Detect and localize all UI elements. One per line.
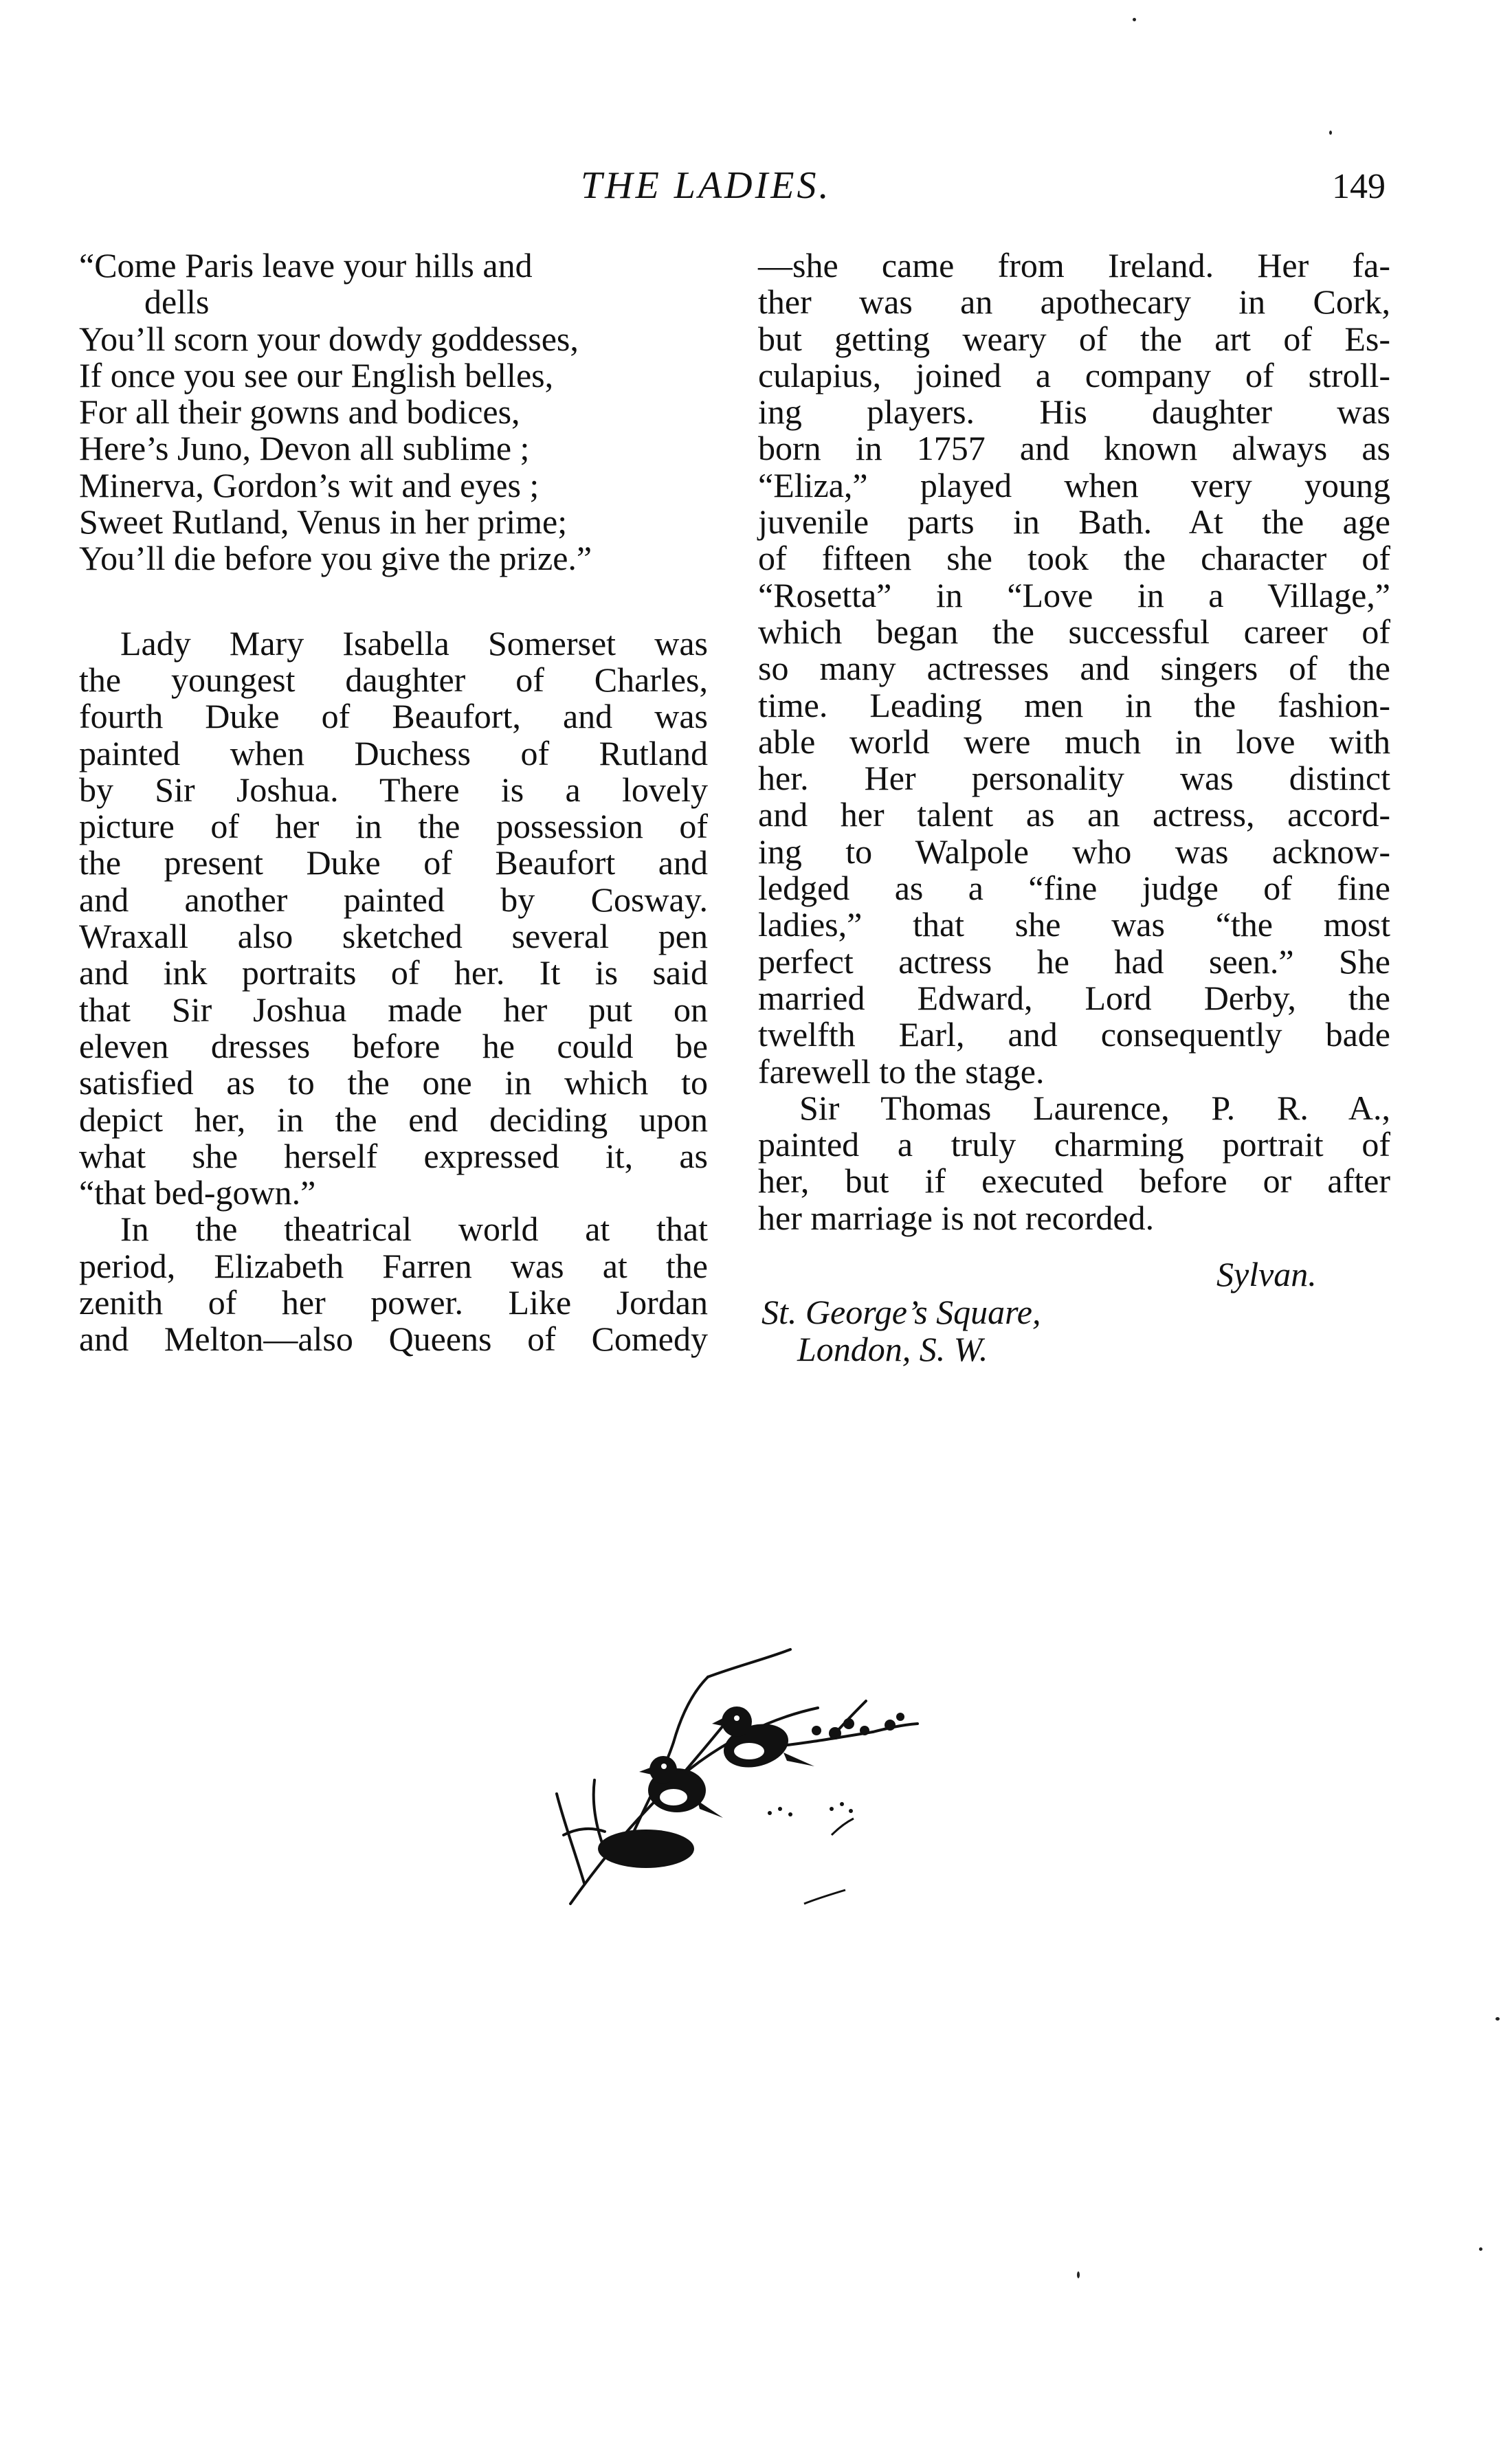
text-line: ing players. His daughter was	[758, 392, 1390, 432]
text-line: married Edward, Lord Derby, the	[758, 978, 1390, 1017]
text-line: Lady Mary Isabella Somerset was	[120, 623, 708, 663]
text-line: her marriage is not recorded.	[758, 1198, 1155, 1237]
text-line: that Sir Joshua made her put on	[79, 990, 708, 1029]
poem-line: Sweet Rutland, Venus in her prime;	[79, 502, 568, 542]
poem-line: “Come Paris leave your hills and	[79, 246, 533, 285]
text-line: and ink portraits of her. It is said	[79, 953, 708, 992]
text-line: picture of her in the possession of	[79, 807, 708, 846]
text-line: so many actresses and singers of the	[758, 649, 1390, 688]
running-header	[0, 164, 1512, 212]
paragraph-elizabeth-farren	[758, 247, 1390, 1090]
text-line: “that bed-gown.”	[79, 1173, 316, 1212]
text-line: juvenile parts in Bath. At the age	[758, 502, 1390, 542]
signature: Sylvan.	[1216, 1255, 1317, 1293]
text-line: ing to Walpole who was acknow-	[758, 832, 1390, 871]
paragraph-thomas-laurence	[758, 1090, 1390, 1236]
poem-line: If once you see our English belles,	[79, 355, 554, 394]
print-speck	[1479, 2247, 1482, 2251]
text-line: which began the successful career of	[758, 612, 1390, 651]
print-speck	[1077, 2271, 1080, 2278]
text-line: zenith of her power. Like Jordan	[79, 1283, 708, 1322]
text-line: —she came from Ireland. Her fa-	[758, 246, 1390, 285]
left-column	[79, 247, 708, 1358]
text-line: able world were much in love with	[758, 722, 1390, 761]
address-line-1: St. George’s Square,	[761, 1293, 1041, 1331]
poem-line: Here’s Juno, Devon all sublime ;	[79, 429, 530, 468]
poem-line: dells	[144, 282, 210, 322]
print-speck	[1133, 18, 1136, 21]
text-line: and another painted by Cosway.	[79, 880, 708, 919]
text-line: painted when Duchess of Rutland	[79, 733, 708, 772]
right-column	[758, 247, 1390, 1236]
text-line: “Eliza,” played when very young	[758, 465, 1390, 504]
print-speck	[1496, 2017, 1500, 2021]
text-line: what she herself expressed it, as	[79, 1136, 708, 1175]
text-line: satisfied as to the one in which to	[79, 1063, 708, 1102]
text-line: ther was an apothecary in Cork,	[758, 282, 1390, 322]
text-line: and Melton—also Queens of Comedy	[79, 1320, 708, 1359]
text-line: perfect actress he had seen.” She	[758, 942, 1390, 981]
poem-line: You’ll die before you give the prize.”	[79, 539, 592, 578]
text-line: the present Duke of Beaufort and	[79, 843, 708, 882]
page-number: 149	[1332, 167, 1386, 206]
paragraph-theatrical-world	[79, 1211, 708, 1357]
text-line: the youngest daughter of Charles,	[79, 660, 708, 699]
running-title: THE LADIES.	[581, 164, 832, 207]
text-line: In the theatrical world at that	[120, 1210, 708, 1249]
text-line: ladies,” that she was “the most	[758, 905, 1390, 944]
address-line-2: London, S. W.	[797, 1330, 988, 1368]
text-line: her. Her personality was distinct	[758, 759, 1390, 798]
text-line: Sir Thomas Laurence, P. R. A.,	[799, 1088, 1390, 1127]
text-line: period, Elizabeth Farren was at the	[79, 1246, 708, 1285]
text-line: of fifteen she took the character of	[758, 539, 1390, 578]
text-line: born in 1757 and known always as	[758, 429, 1390, 468]
text-line: ledged as a “fine judge of fine	[758, 869, 1390, 908]
poem-line: Minerva, Gordon’s wit and eyes ;	[79, 465, 540, 504]
text-line: culapius, joined a company of stroll-	[758, 355, 1390, 394]
text-line: “Rosetta” in “Love in a Village,”	[758, 575, 1390, 614]
text-line: and her talent as an actress, accord-	[758, 795, 1390, 834]
text-line: time. Leading men in the fashion-	[758, 685, 1390, 724]
poem-line: You’ll scorn your dowdy goddesses,	[79, 319, 579, 358]
poem-line: For all their gowns and bodices,	[79, 392, 520, 432]
text-line: farewell to the stage.	[758, 1052, 1045, 1091]
text-line: by Sir Joshua. There is a lovely	[79, 770, 708, 809]
text-line: but getting weary of the art of Es-	[758, 319, 1390, 358]
text-line: Wraxall also sketched several pen	[79, 917, 708, 956]
text-line: twelfth Earl, and consequently bade	[758, 1015, 1390, 1054]
text-line: eleven dresses before he could be	[79, 1026, 708, 1065]
text-line: painted a truly charming portrait of	[758, 1125, 1390, 1164]
print-speck	[1329, 131, 1332, 135]
poem-stanza	[79, 247, 708, 577]
text-line: her, but if executed before or after	[758, 1161, 1390, 1201]
text-line: depict her, in the end deciding upon	[79, 1100, 708, 1139]
paragraph-lady-mary	[79, 625, 708, 1212]
text-line: fourth Duke of Beaufort, and was	[79, 697, 708, 736]
birds-on-branch-vignette	[543, 1629, 928, 1917]
